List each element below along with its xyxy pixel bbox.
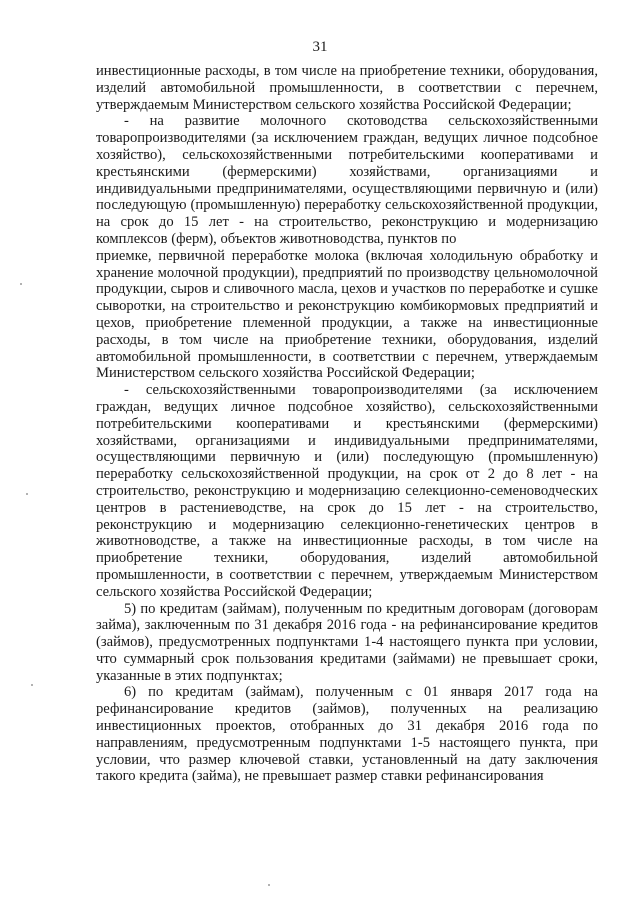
paragraph-dairy-farming: - на развитие молочного скотоводства сельскохозяйственными товаропроизводителями (за исключением граждан, ведущих личное подсобное хозяйство), сельскохозяйственными потребительскими кооперативами и крестьянскими (фермерскими) хозяйствами, организациями и индивидуальными предпринимателями, осуществляющими первичную и (или) последующую (промышленную) переработку сельскохозяйственной продукции, на срок до 15 лет - на строительство, реконструкцию и модернизацию комплексов (ферм), объектов животноводства, пунктов по: [96, 113, 598, 247]
scan-speck: [268, 884, 270, 886]
paragraph-continuation: инвестиционные расходы, в том числе на приобретение техники, оборудования, изделий автомобильной промышленности, в соответствии с перечнем, утверждаемым Министерством сельского хозяйства Российской Федерации;: [96, 63, 598, 113]
paragraph-item-5: 5) по кредитам (займам), полученным по кредитным договорам (договорам займа), заключенным по 31 декабря 2016 года - на рефинансирование кредитов (займов), предусмотренных подпунктами 1-4 настоящего пункта при условии, что суммарный срок пользования кредитами (займами) не превышает сроки, указанные в этих подпунктах;: [96, 600, 598, 684]
paragraph-dairy-farming-continued: приемке, первичной переработке молока (включая холодильную обработку и хранение молочной продукции), предприятий по производству цельномолочной продукции, сыров и сливочного масла, цехов и участков по переработке и сушке сыворотки, на строительство и реконструкцию комбикормовых предприятий и цехов, приобретение племенной продукции, а также на инвестиционные расходы, в том числе на приобретение техники, оборудования, изделий автомобильной промышленности, в соответствии с перечнем, утверждаемым Министерством сельского хозяйства Российской Федерации;: [96, 247, 598, 382]
document-body: [96, 63, 598, 785]
scan-speck: [31, 684, 33, 686]
scan-speck: [26, 493, 28, 495]
paragraph-item-6: 6) по кредитам (займам), полученным с 01 января 2017 года на рефинансирование кредитов (займов), полученных на реализацию инвестиционных проектов, отобранных до 31 декабря 2016 года по направлениям, предусмотренным подпунктами 1-5 настоящего пункта, при условии, что размер ключевой ставки, установленный на дату заключения такого кредита (займа), не превышает размер ставки рефинансирования: [96, 684, 598, 785]
page-number: 31: [312, 39, 328, 55]
paragraph-breeding-centers: - сельскохозяйственными товаропроизводителями (за исключением граждан, ведущих личное подсобное хозяйство), сельскохозяйственными потребительскими кооперативами и крестьянскими (фермерскими) хозяйствами, организациями и индивидуальными предпринимателями, осуществляющими первичную и (или) последующую (промышленную) переработку сельскохозяйственной продукции, на срок от 2 до 8 лет - на строительство, реконструкцию и модернизацию селекционно-семеноводческих центров в растениеводстве, на срок до 15 лет - на строительство, реконструкцию и модернизацию селекционно-генетических центров в животноводстве, а также на инвестиционные расходы, в том числе на приобретение техники, оборудования, изделий автомобильной промышленности, в соответствии с перечнем, утверждаемым Министерством сельского хозяйства Российской Федерации;: [96, 382, 598, 600]
scan-speck: [20, 283, 22, 285]
